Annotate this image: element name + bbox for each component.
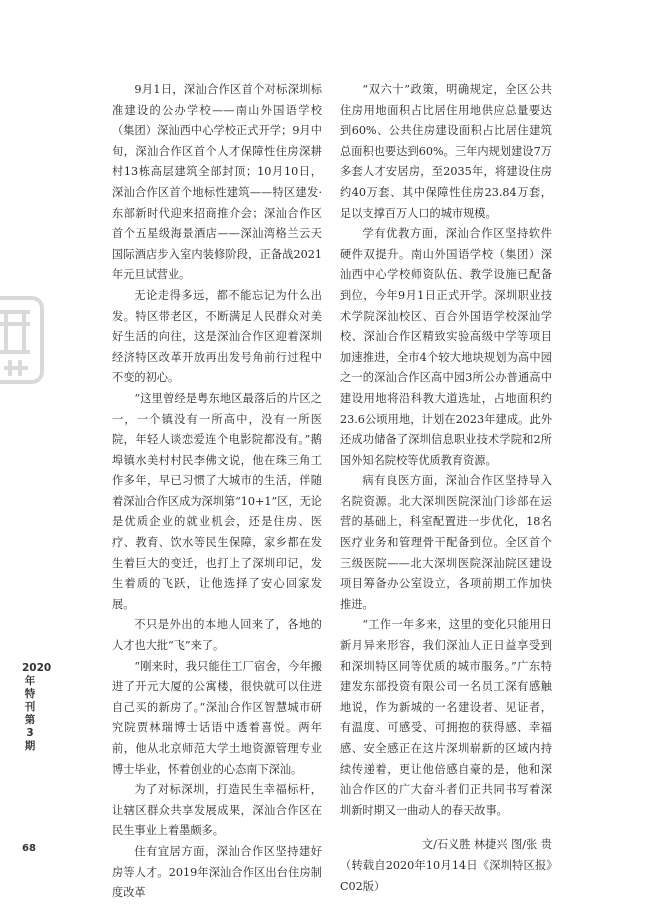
author-credit: 文/石义胜 林捷兴 图/张 贵 [421, 838, 552, 852]
paragraph: 无论走得多远，都不能忘记为什么出发。特区带老区，不断满足人民群众对美好生活的向往，这是深汕合作区迎着深圳经济特区改革开放再出发号角前行过程中不变的初心。 [112, 288, 322, 385]
paragraph: 为了对标深圳，打造民生幸福标杆，让辖区群众共享发展成果，深汕合作区在民生事业上着墨颇多。 [112, 783, 322, 838]
paragraph: “工作一年多来，这里的变化只能用日新月异来形容，我们深汕人正日益享受到和深圳特区同等优质的城市服务。”广东特建发东部投资有限公司一名员工深有感触地说，作为新城的一名建设者、见证者，有温度、可感受、可拥抱的获得感、幸福感、安全感正在这片深圳崭新的区域内持续传递着，更让他倍感自豪的是，他和深汕合作区的广大奋斗者们正共同书写着深圳新时期又一曲动人的春天故事。 [340, 618, 552, 817]
paragraph: “这里曾经是粤东地区最落后的片区之一，一个镇没有一所高中，没有一所医院，年轻人谈恋爱连个电影院都没有。”鹅埠镇水美村村民李佛文说，他在珠三角工作多年，早已习惯了大城市的生活，伴随着深汕合作区成为深圳第“10+1”区，无论是优质企业的就业机会，还是住房、医疗、教育、饮水等民生保障，家乡都在发生着巨大的变迁，也打上了深圳印记，发生着质的飞跃，让他选择了安心回家发展。 [112, 391, 322, 611]
paragraph: 9月1日，深汕合作区首个对标深圳标准建设的公办学校——南山外国语学校（集团）深汕西中心学校正式开学；9月中旬，深汕合作区首个人才保障性住房深耕村13栋高层建筑全部封顶；10月10日，深汕合作区首个地标性建筑——特区建发·东部新时代迎来招商推介会；深汕合作区首个五星级海景酒店——深汕湾格兰云天国际酒店步入室内装修阶段，正备战2021年元旦试营业。 [112, 83, 322, 282]
issue-label: 2020年 特刊 第3期 [22, 662, 52, 752]
paragraph: 不只是外出的本地人回来了，各地的人才也大批“飞”来了。 [112, 618, 322, 653]
source-note: （转载自2020年10月14日《深圳特区报》C02版） [340, 858, 552, 893]
paragraph: 病有良医方面，深汕合作区坚持导入名院资源。北大深圳医院深汕门诊部在运营的基础上，科室配置进一步优化，18名医疗业务和管理骨干配备到位。全区首个三级医院——北大深圳医院深汕院区建设项目筹备办公室设立，各项前期工作加快推进。 [340, 474, 552, 611]
paragraph: 住有宜居方面，深汕合作区坚持建好房等人才。2019年深汕合作区出台住房制度改革 [112, 844, 322, 900]
paragraph: “双六十”政策，明确规定，全区公共住房用地面积占比居住用地供应总量要达到60%、公共住房建设面积占比居住建筑总面积也要达到60%。三年内规划建设7万多套人才安居房，至2035年，将建设住房约40万套、其中保障性住房23.84万套，足以支撑百万人口的城市规模。 [340, 83, 552, 220]
right-article-column [340, 80, 552, 897]
left-article-column [112, 80, 322, 904]
paragraph: “刚来时，我只能住工厂宿舍，今年搬进了开元大厦的公寓楼，很快就可以住进自己买的新房了。”深汕合作区智慧城市研究院贾林瑞博士话语中透着喜悦。两年前，他从北京师范大学土地资源管理专业博士毕业，怀着创业的心态南下深汕。 [112, 659, 322, 776]
paragraph: 学有优教方面，深汕合作区坚持软件硬件双提升。南山外国语学校（集团）深汕西中心学校师资队伍、教学设施已配备到位，今年9月1日正式开学。深圳职业技术学院深汕校区、百合外国语学校深汕学校、深汕合作区精致实验高级中学等项目加速推进，全市4个较大地块规划为高中园之一的深汕合作区高中园3所公办普通高中建设用地将沿科教大道选址，占地面积约23.6公顷用地，计划在2023年建成。此外还成功储备了深圳信息职业技术学院和2所国外知名院校等优质教育资源。 [340, 227, 552, 467]
seal-stamp-graphic [0, 294, 46, 386]
page-number: 68 [22, 843, 36, 854]
